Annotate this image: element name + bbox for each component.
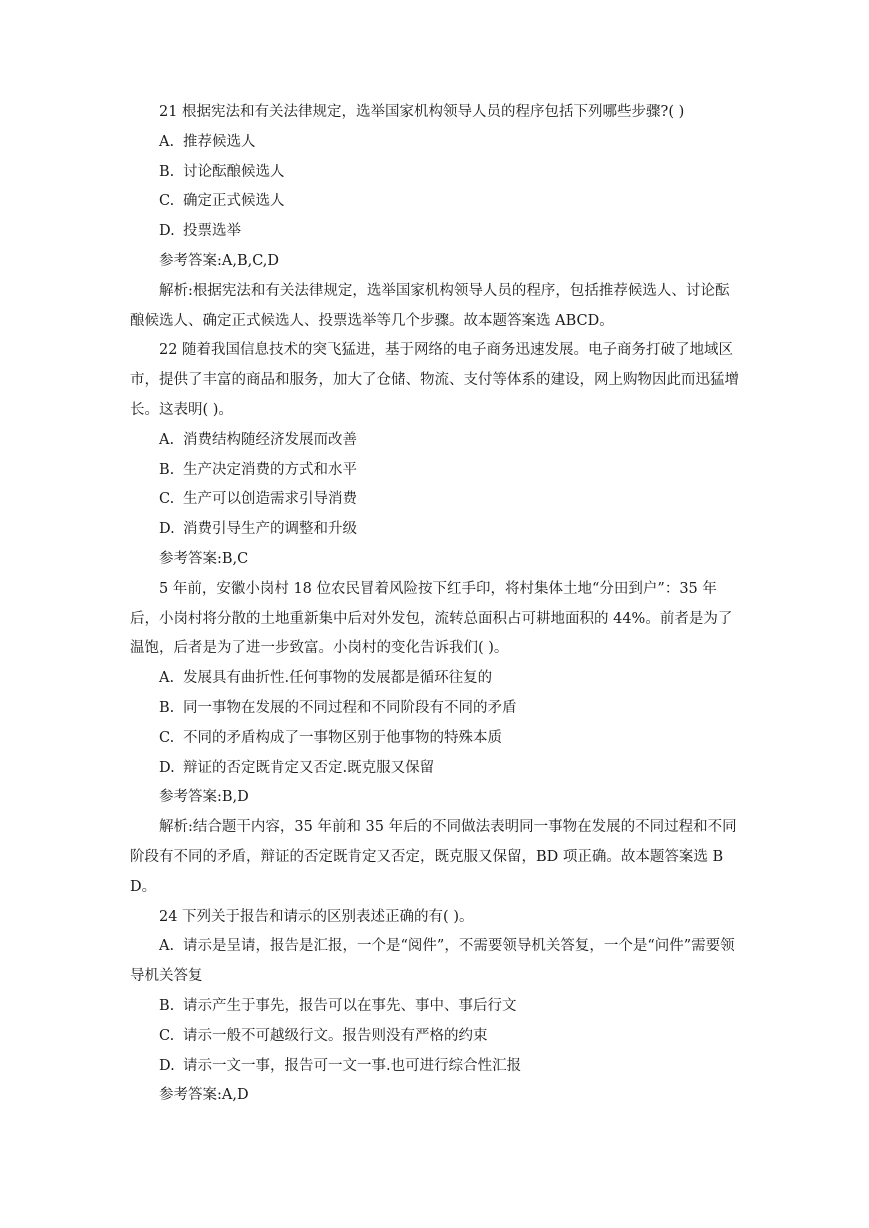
- q21-option-d: [130, 217, 740, 247]
- q23-option-c: [130, 724, 740, 754]
- option-text: 请示一文一事，报告可一文一事.也可进行综合性汇报: [183, 1057, 522, 1074]
- q24-answer: 参考答案:A,D: [159, 1087, 249, 1104]
- q21-option-a: [130, 128, 740, 158]
- q21-answer: 参考答案:A,B,C,D: [159, 252, 280, 269]
- option-text: 投票选举: [183, 223, 241, 240]
- q22-option-b: [130, 456, 740, 486]
- option-letter: C.: [159, 729, 175, 746]
- option-text: 讨论酝酿候选人: [183, 163, 285, 180]
- q23-analysis: 解析:结合题干内容，35 年前和 35 年后的不同做法表明同一事物在发展的不同过程和不同阶段有不同的矛盾，辩证的否定既肯定又否定，既克服又保留，BD 项正确。故本题答案选 BD。: [130, 819, 737, 895]
- option-text: 推荐候选人: [183, 133, 256, 150]
- option-letter: A.: [159, 938, 175, 955]
- option-letter: A.: [159, 133, 175, 150]
- q23-option-d: [130, 754, 740, 784]
- q22-option-d: [130, 515, 740, 545]
- option-text: 生产可以创造需求引导消费: [183, 491, 357, 508]
- option-letter: D.: [159, 1057, 175, 1074]
- option-text: 辩证的否定既肯定又否定.既克服又保留: [183, 759, 435, 776]
- q22-option-a: [130, 426, 740, 456]
- option-letter: B.: [159, 699, 175, 716]
- q24-option-a: [130, 932, 740, 992]
- option-letter: D.: [159, 223, 175, 240]
- option-text: 请示产生于事先，报告可以在事先、事中、事后行文: [183, 997, 517, 1014]
- question-21: 21 根据宪法和有关法律规定，选举国家机构领导人员的程序包括下列哪些步骤?( ): [159, 104, 685, 120]
- option-text: 消费引导生产的调整和升级: [183, 521, 357, 538]
- q21-option-c: [130, 187, 740, 217]
- option-text: 发展具有曲折性.任何事物的发展都是循环往复的: [183, 670, 493, 687]
- option-text: 不同的矛盾构成了一事物区别于他事物的特殊本质: [183, 729, 502, 746]
- q21-analysis: 解析:根据宪法和有关法律规定，选举国家机构领导人员的程序，包括推荐候选人、讨论酝酿候选人、确定正式候选人、投票选举等几个步骤。故本题答案选 ABCD。: [130, 282, 730, 329]
- q24-option-b: [130, 992, 740, 1022]
- option-letter: B.: [159, 163, 175, 180]
- option-letter: A.: [159, 670, 175, 687]
- option-text: 同一事物在发展的不同过程和不同阶段有不同的矛盾: [183, 699, 517, 716]
- option-text: 生产决定消费的方式和水平: [183, 461, 357, 478]
- q21-option-b: [130, 158, 740, 188]
- question-24: 24 下列关于报告和请示的区别表述正确的有( )。: [159, 908, 474, 925]
- option-letter: C.: [159, 1027, 175, 1044]
- q23-option-a: [130, 664, 740, 694]
- option-letter: B.: [159, 997, 175, 1014]
- document-body: [130, 98, 740, 1111]
- option-text: 请示一般不可越级行文。报告则没有严格的约束: [183, 1027, 488, 1044]
- q24-option-c: [130, 1022, 740, 1052]
- q23-answer: 参考答案:B,D: [159, 789, 249, 806]
- q22-answer: 参考答案:B,C: [159, 550, 249, 567]
- option-text: 请示是呈请，报告是汇报，一个是“阅件”，不需要领导机关答复，一个是“问件”需要领导机关答复: [130, 938, 735, 985]
- option-letter: D.: [159, 521, 175, 538]
- q22-option-c: [130, 485, 740, 515]
- question-23: 5 年前，安徽小岗村 18 位农民冒着风险按下红手印，将村集体土地“分田到户”：35 年后，小岗村将分散的土地重新集中后对外发包，流转总面积占可耕地面积的 44%。前者是为了温饱，后者是为了进一步致富。小岗村的变化告诉我们( )。: [130, 580, 733, 657]
- option-letter: C.: [159, 193, 175, 210]
- option-letter: A.: [159, 431, 175, 448]
- q24-option-d: [130, 1052, 740, 1082]
- option-text: 确定正式候选人: [183, 193, 285, 210]
- question-22: 22 随着我国信息技术的突飞猛进，基于网络的电子商务迅速发展。电子商务打破了地域区市，提供了丰富的商品和服务，加大了仓储、物流、支付等体系的建设，网上购物因此而迅猛增长。这表明( )。: [130, 342, 739, 418]
- option-letter: B.: [159, 461, 175, 478]
- option-text: 消费结构随经济发展而改善: [183, 431, 357, 448]
- option-letter: D.: [159, 759, 175, 776]
- option-letter: C.: [159, 491, 175, 508]
- q23-option-b: [130, 694, 740, 724]
